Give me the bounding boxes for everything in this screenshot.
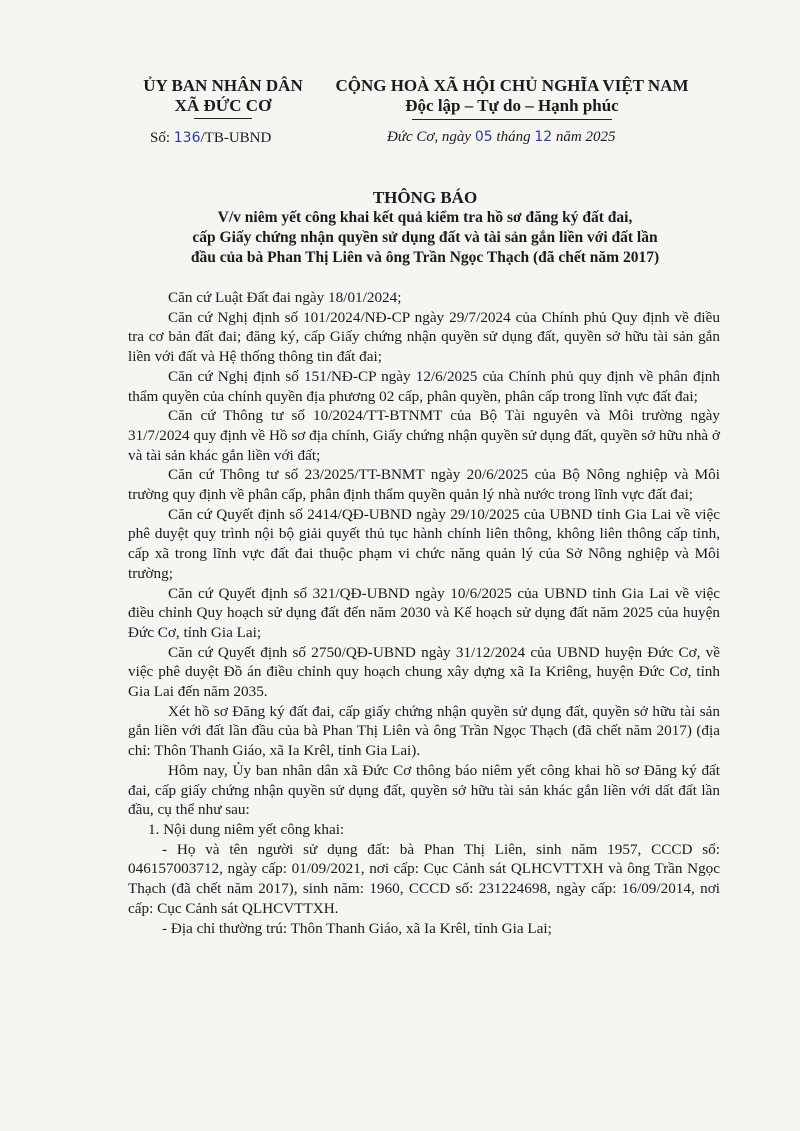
number-prefix: Số:	[150, 130, 171, 146]
title-block	[120, 188, 730, 268]
subtitle-line-2: cấp Giấy chứng nhận quyền sử dụng đất và tài sản gắn liền với đất lần	[192, 229, 658, 246]
issuing-authority	[128, 76, 318, 119]
place-prefix: Đức Cơ, ngày	[387, 129, 472, 145]
authority-underline	[194, 118, 252, 119]
document-title: THÔNG BÁO	[372, 188, 478, 207]
number-suffix: /TB-UBND	[200, 130, 272, 146]
place-and-date	[387, 129, 616, 146]
legal-basis-paragraph: Căn cứ Nghị định số 151/NĐ-CP ngày 12/6/2025 của Chính phủ quy định về phân định thẩm quyền của chính quyền địa phương 02 cấp, phân quyền, phân cấp trong lĩnh vực đất đai;	[128, 367, 720, 405]
announcement-paragraph: Hôm nay, Ủy ban nhân dân xã Đức Cơ thông báo niêm yết công khai hồ sơ Đăng ký đất đai, cấp giấy chứng nhận quyền sử dụng đất, quyền sở hữu tài sản khác gắn liền với dất đất lần đầu, cụ thể như sau:	[128, 761, 720, 819]
national-motto: Độc lập – Tự do – Hạnh phúc	[405, 96, 619, 115]
year-label: năm 2025	[555, 129, 616, 145]
consideration-paragraph: Xét hồ sơ Đăng ký đất đai, cấp giấy chứng nhận quyền sử dụng đất, quyền sở hữu tài sản gắn liền với đất lần đầu của bà Phan Thị Liên và ông Trần Ngọc Thạch (đã chết năm 2017) (địa chỉ: Thôn Thanh Giáo, xã Ia Krêl, tỉnh Gia Lai).	[128, 702, 720, 760]
motto-underline	[412, 119, 612, 120]
legal-basis-paragraph: Căn cứ Quyết định số 2750/QĐ-UBND ngày 31/12/2024 của UBND huyện Đức Cơ, về việc phê duyệt Đồ án điều chỉnh quy hoạch chung xây dựng xã Ia Kriêng, huyện Đức Cơ, tỉnh Gia Lai đến năm 2035.	[128, 643, 720, 701]
month-handwritten: 12	[534, 129, 553, 145]
nation-name: CỘNG HOÀ XÃ HỘI CHỦ NGHĨA VIỆT NAM	[335, 76, 689, 95]
month-label: tháng	[496, 129, 531, 145]
subtitle-line-3: đầu của bà Phan Thị Liên và ông Trần Ngọc Thạch (đã chết năm 2017)	[190, 249, 660, 266]
legal-basis-paragraph: Căn cứ Nghị định số 101/2024/NĐ-CP ngày 29/7/2024 của Chính phủ Quy định về điều tra cơ bản đất đai; đăng ký, cấp Giấy chứng nhận quyền sử dụng đất, quyền sở hữu tài sản gắn liền với đất và Hệ thống thông tin đất đai;	[128, 308, 720, 366]
national-header	[322, 76, 702, 120]
land-user-details: - Họ và tên người sử dụng đất: bà Phan Thị Liên, sinh năm 1957, CCCD số: 046157003712, ngày cấp: 01/09/2021, nơi cấp: Cục Cảnh sát QLHCVTTXH và ông Trần Ngọc Thạch (đã chết năm 2017), sinh năm: 1960, CCCD số: 231224698, ngày cấp: 16/09/2014, nơi cấp: Cục Cảnh sát QLHCVTTXH.	[128, 840, 720, 917]
authority-line-2: XÃ ĐỨC CƠ	[174, 96, 272, 115]
legal-basis-paragraph: Căn cứ Luật Đất đai ngày 18/01/2024;	[168, 289, 402, 306]
permanent-address: - Địa chỉ thường trú: Thôn Thanh Giáo, xã Ia Krêl, tỉnh Gia Lai;	[162, 919, 552, 937]
legal-basis-paragraph: Căn cứ Quyết định số 321/QĐ-UBND ngày 10/6/2025 của UBND tỉnh Gia Lai về việc điều chỉnh Quy hoạch sử dụng đất đến năm 2030 và Kế hoạch sử dụng đất năm 2025 của huyện Đức Cơ, tỉnh Gia Lai;	[128, 584, 720, 641]
authority-line-1: ỦY BAN NHÂN DÂN	[143, 76, 303, 95]
day-handwritten: 05	[474, 129, 493, 145]
legal-basis-paragraph: Căn cứ Thông tư số 10/2024/TT-BTNMT của Bộ Tài nguyên và Môi trường ngày 31/7/2024 quy định về Hồ sơ địa chính, Giấy chứng nhận quyền sử dụng đất, quyền sở hữu nhà ở và tài sản khác gắn liền với đất;	[128, 407, 720, 464]
document-body	[128, 288, 720, 938]
legal-basis-paragraph: Căn cứ Quyết định số 2414/QĐ-UBND ngày 29/10/2025 của UBND tỉnh Gia Lai về việc phê duyệt quy trình nội bộ giải quyết thủ tục hành chính liên thông, không liên thông cấp tỉnh, cấp xã trong lĩnh vực đất đai thuộc phạm vi chức năng quản lý của Sở Nông nghiệp và Môi trường;	[128, 505, 720, 582]
number-handwritten: 136	[173, 130, 201, 146]
subtitle-line-1: V/v niêm yết công khai kết quả kiểm tra hồ sơ đăng ký đất đai,	[217, 209, 633, 226]
section-heading: 1. Nội dung niêm yết công khai:	[148, 820, 345, 838]
legal-basis-paragraph: Căn cứ Thông tư số 23/2025/TT-BNMT ngày 20/6/2025 của Bộ Nông nghiệp và Môi trường quy định về phân cấp, phân định thẩm quyền quản lý nhà nước trong lĩnh vực đất đai;	[128, 466, 720, 504]
document-number	[150, 130, 271, 147]
